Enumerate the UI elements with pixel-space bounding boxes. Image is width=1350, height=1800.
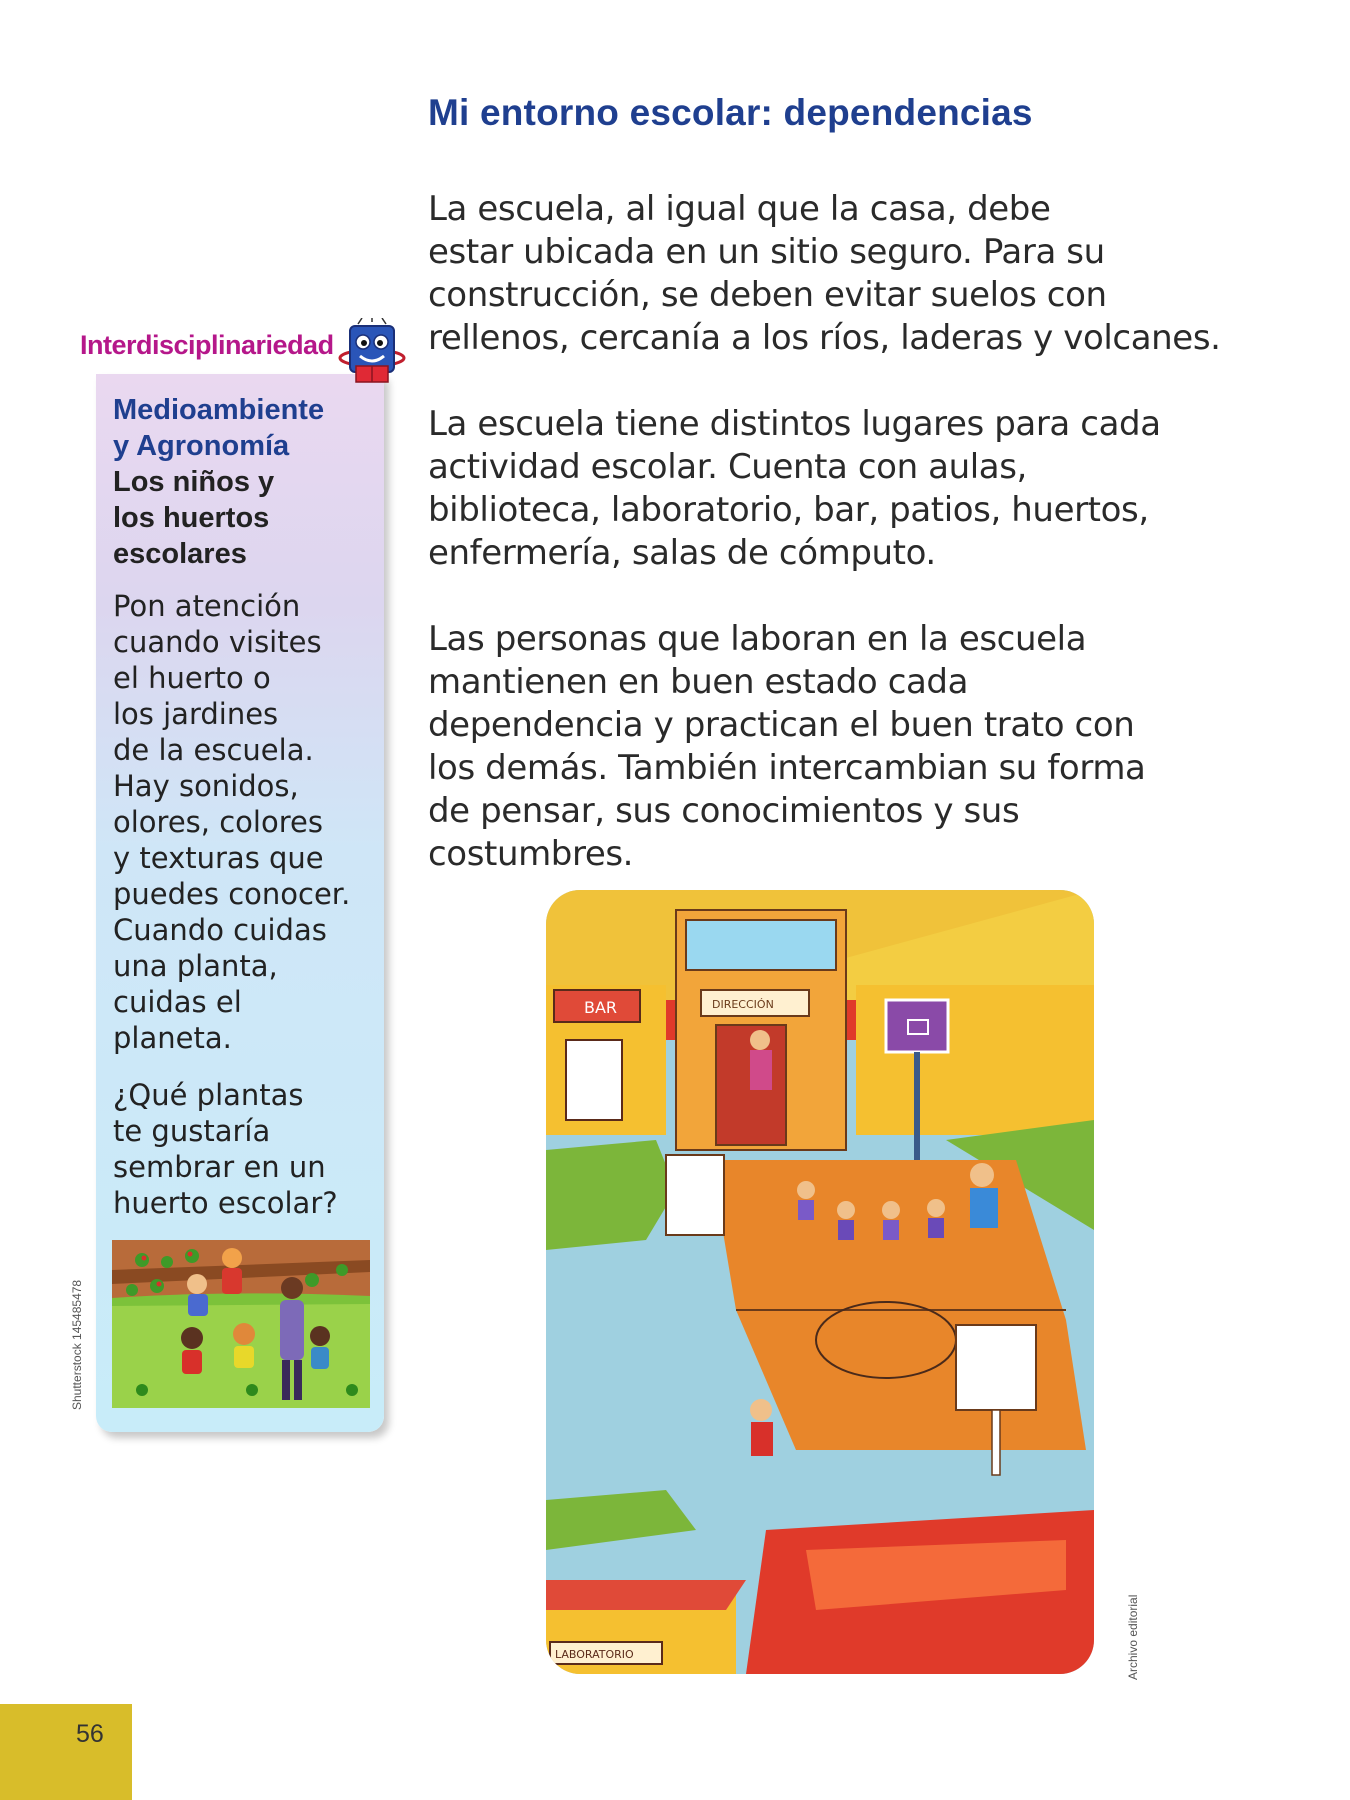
paragraph-line: enfermería, salas de cómputo. <box>428 533 936 573</box>
body-line: olores, colores <box>113 805 323 839</box>
question-line: sembrar en un <box>113 1150 326 1184</box>
paragraph-2 <box>428 403 1248 575</box>
sign-direccion: DIRECCIÓN <box>712 998 774 1011</box>
body-line: cuidas el <box>113 985 242 1019</box>
question-line: ¿Qué plantas <box>113 1078 304 1112</box>
paragraph-line: los demás. También intercambian su forma <box>428 748 1146 788</box>
shutterstock-credit: Shutterstock 145485478 <box>70 1279 84 1410</box>
sign-bar: BAR <box>584 998 618 1017</box>
paragraph-line: estar ubicada en un sitio seguro. Para su <box>428 232 1105 272</box>
body-line: una planta, <box>113 949 278 983</box>
body-line: y texturas que <box>113 841 324 875</box>
sidebar-topic <box>113 464 383 572</box>
subject-line: y Agronomía <box>113 430 290 462</box>
paragraph-line: La escuela tiene distintos lugares para cada <box>428 404 1161 444</box>
paragraph-line: biblioteca, laboratorio, bar, patios, huertos, <box>428 490 1149 530</box>
sidebar-body <box>113 588 383 1056</box>
archivo-credit: Archivo editorial <box>1126 1594 1140 1680</box>
topic-line: los huertos <box>113 502 270 534</box>
paragraph-line: actividad escolar. Cuenta con aulas, <box>428 447 1027 487</box>
paragraph-line: dependencia y practican el buen trato con <box>428 705 1135 745</box>
paragraph-line: rellenos, cercanía a los ríos, laderas y volcanes. <box>428 318 1221 358</box>
paragraph-line: La escuela, al igual que la casa, debe <box>428 189 1051 229</box>
sidebar-question <box>113 1077 383 1221</box>
body-line: cuando visites <box>113 625 322 659</box>
body-line: planeta. <box>113 1021 232 1055</box>
body-line: Pon atención <box>113 589 301 623</box>
page-title: Mi entorno escolar: dependencias <box>428 92 1033 133</box>
paragraph-line: de pensar, sus conocimientos y sus <box>428 791 1020 831</box>
body-line: puedes conocer. <box>113 877 351 911</box>
question-line: huerto escolar? <box>113 1186 338 1220</box>
page-number-band <box>0 1704 132 1800</box>
garden-kids-illustration <box>112 1240 370 1408</box>
book-mascot-icon <box>336 318 408 390</box>
body-line: de la escuela. <box>113 733 314 767</box>
body-line: Hay sonidos, <box>113 769 299 803</box>
page-number: 56 <box>76 1720 104 1748</box>
sidebar-subject <box>113 392 383 464</box>
sign-laboratorio: LABORATORIO <box>555 1648 634 1661</box>
body-line: los jardines <box>113 697 279 731</box>
subject-line: Medioambiente <box>113 394 325 426</box>
topic-line: escolares <box>113 538 247 570</box>
paragraph-line: Las personas que laboran en la escuela <box>428 619 1087 659</box>
paragraph-line: construcción, se deben evitar suelos con <box>428 275 1107 315</box>
paragraph-line: costumbres. <box>428 834 634 874</box>
question-line: te gustaría <box>113 1114 271 1148</box>
interdisciplinary-label: Interdisciplinariedad <box>80 330 334 360</box>
school-map-illustration <box>546 890 1094 1674</box>
paragraph-1 <box>428 188 1248 360</box>
paragraph-3 <box>428 618 1248 876</box>
body-line: Cuando cuidas <box>113 913 327 947</box>
topic-line: Los niños y <box>113 466 275 498</box>
paragraph-line: mantienen en buen estado cada <box>428 662 969 702</box>
body-line: el huerto o <box>113 661 271 695</box>
